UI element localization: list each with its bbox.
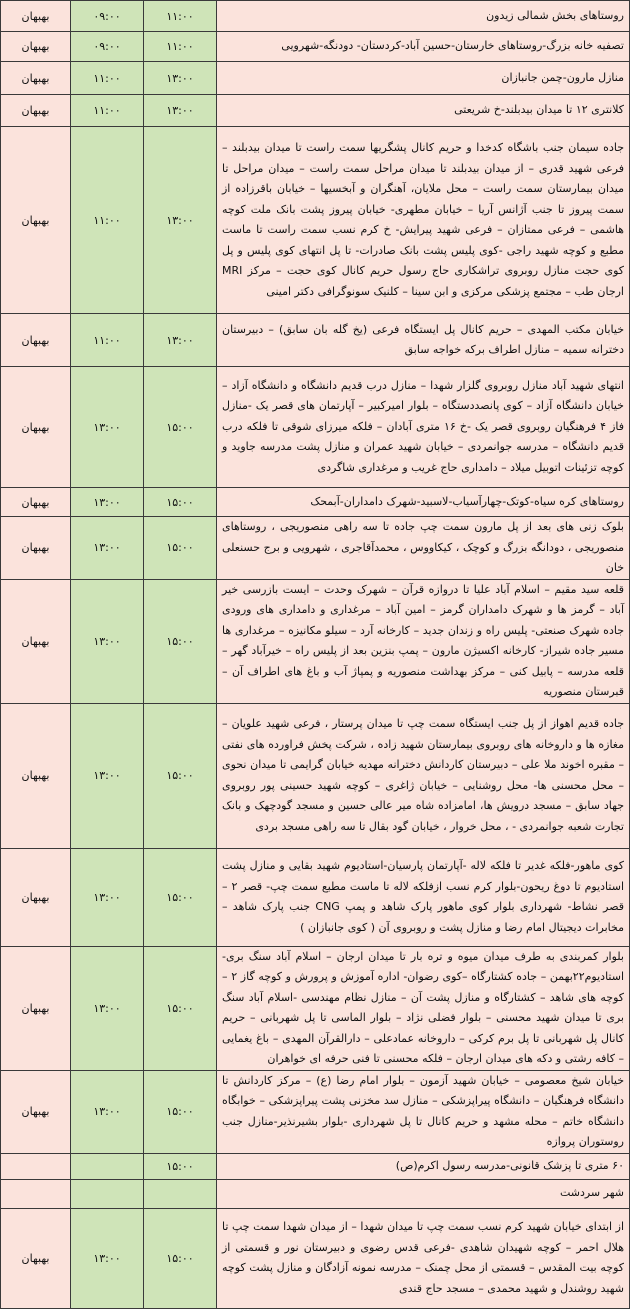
areas-cell: روستاهای بخش شمالی زیدون [217,1,630,32]
areas-cell: بلوک زنی های بعد از پل مارون سمت چپ جاده تا سه راهی منصوریجی ، روستاهای منصوریجی ، دودانگه بزرگ و کوچک ، کیکاووس ، محمدآقاجری ، شهرویی و برج حسنعلی خان [217,517,630,580]
table-row [1,1,630,32]
end-time-cell: ۱۵:۰۰ [144,1070,217,1153]
table-row [1,1179,630,1208]
city-cell: بهبهان [1,848,71,946]
areas-cell: بلوار کمربندی به طرف میدان میوه و تره بار تا میدان ارجان – اسلام آباد سنگ بری-استادیوم۲۲بهمن – جاده کشتارگاه –کوی رضوان- اداره آموزش و پرورش و کوچه گاز ۲ –کوچه های شاهد – کشتارگاه و منازل پشت آن – منازل نظام مهندسی -اسلام آباد سنگ بری تا میدان شهید محسنی – بلوار فضلی نژاد – بلوار الماسی تا پل شهربانی – حریم کانال پل شهربانی تا پل برم کرکی – داروخانه عمادعلی – دارالقرآن المهدی – باغ یغمایی – کافه رشتی و دکه های میدان ارجان – فلکه محسنی تا فنی حرفه ای خواهران [217,946,630,1070]
end-time-cell: ۱۵:۰۰ [144,848,217,946]
table-row [1,1070,630,1153]
table-row [1,314,630,367]
start-time-cell: ۱۳:۰۰ [71,488,144,517]
table-row [1,32,630,62]
city-cell: بهبهان [1,1208,71,1308]
city-cell: بهبهان [1,314,71,367]
table-row [1,517,630,580]
city-cell: بهبهان [1,517,71,580]
city-cell: بهبهان [1,946,71,1070]
start-time-cell: ۱۱:۰۰ [71,95,144,127]
areas-cell: شهر سردشت [217,1179,630,1208]
start-time-cell: ۱۳:۰۰ [71,946,144,1070]
end-time-cell: ۱۵:۰۰ [144,946,217,1070]
areas-cell: منازل مارون-چمن جانبازان [217,62,630,95]
table-row [1,1208,630,1308]
table-row [1,848,630,946]
end-time-cell: ۱۱:۰۰ [144,32,217,62]
start-time-cell: ۱۱:۰۰ [71,127,144,314]
start-time-cell: ۱۳:۰۰ [71,367,144,488]
table-row [1,62,630,95]
start-time-cell: ۱۳:۰۰ [71,848,144,946]
end-time-cell: ۱۵:۰۰ [144,579,217,703]
city-cell: بهبهان [1,1,71,32]
areas-cell: کلانتری ۱۲ تا میدان بیدبلند-خ شریعتی [217,95,630,127]
areas-cell: کوی ماهور-فلکه غدیر تا فلکه لاله -آپارتمان پارسیان-استادیوم شهید بقایی و منازل پشت استادیوم تا دوغ ریحون-بلوار کرم نسب ازفلکه لاله تا ماست مطبع سمت چپ- قصر ۲ – قصر نشاط- شهرداری بلوار کوی ماهور پارک شاهد و پمپ CNG جنب پارک شاهد – مخابرات دیجیتال امام رضا و منازل پشت و روبروی آن ( کوی جانبازان ) [217,848,630,946]
start-time-cell: ۱۳:۰۰ [71,703,144,848]
city-cell: بهبهان [1,488,71,517]
end-time-cell: ۱۱:۰۰ [144,1,217,32]
table-row [1,579,630,703]
end-time-cell: ۱۵:۰۰ [144,488,217,517]
areas-cell: انتهای شهید آباد منازل روبروی گلزار شهدا – منازل درب قدیم دانشگاه و دانشگاه آزاد – خیابان دانشگاه آزاد – کوی پانصددستگاه – بلوار امیرکبیر – آپارتمان های قصر یک -منازل فاز ۴ فرهنگیان روبروی قصر یک -خ ۱۶ متری آبادان – فلکه میرزای شوقی تا فلکه درب قدیم دانشگاه – مدرسه جوانمردی – خیابان شهید عمران و منازل پشت مدرسه جاوید و کوچه تزئینات اتوبیل میلاد – دامداری حاج غریب و مرغداری شاگردی [217,367,630,488]
end-time-cell: ۱۳:۰۰ [144,314,217,367]
end-time-cell: ۱۳:۰۰ [144,95,217,127]
start-time-cell: ۰۹:۰۰ [71,32,144,62]
city-cell: بهبهان [1,62,71,95]
areas-cell: تصفیه خانه بزرگ-روستاهای خارستان-حسین آباد-کردستان- دودنگه-شهرویی [217,32,630,62]
end-time-cell: ۱۵:۰۰ [144,517,217,580]
start-time-cell [71,1153,144,1179]
areas-cell: ۶۰ متری تا پزشک قانونی-مدرسه رسول اکرم(ص) [217,1153,630,1179]
table-row [1,488,630,517]
city-cell: بهبهان [1,32,71,62]
city-cell [1,1179,71,1208]
start-time-cell: ۱۱:۰۰ [71,314,144,367]
end-time-cell: ۱۵:۰۰ [144,703,217,848]
start-time-cell: ۱۳:۰۰ [71,1070,144,1153]
end-time-cell: ۱۵:۰۰ [144,367,217,488]
table-row [1,1153,630,1179]
start-time-cell: ۰۹:۰۰ [71,1,144,32]
end-time-cell: ۱۳:۰۰ [144,127,217,314]
end-time-cell [144,1179,217,1208]
end-time-cell: ۱۵:۰۰ [144,1153,217,1179]
city-cell: بهبهان [1,1070,71,1153]
end-time-cell: ۱۵:۰۰ [144,1208,217,1308]
areas-cell: قلعه سید مقیم – اسلام آباد علیا تا دروازه قرآن – شهرک وحدت – ایست بازرسی خیر آباد – گرمز ها و شهرک دامداران گرمز – امین آباد – مرغداری و دامداری های ورودی جاده شهرک صنعتی- پلیس راه و زندان جدید – کارخانه آرد – سیلو مکانیزه – مرغداری ها مسیر جاده شیراز- کارخانه اکسیژن مارون – پمپ بنزین بعد از پلیس راه – خیرآباد گهر – قلعه مدرسه – پابیل کنی – مرکز بهداشت منصوریه و پمپاژ آب و باغ های اطراف آن – قبرستان منصوریه [217,579,630,703]
start-time-cell: ۱۱:۰۰ [71,62,144,95]
areas-cell: روستاهای کره سیاه-کوتک-چهارآسیاب-لاسبید-شهرک دامداران-آبمحک [217,488,630,517]
city-cell: بهبهان [1,127,71,314]
start-time-cell: ۱۳:۰۰ [71,517,144,580]
areas-cell: جاده قدیم اهواز از پل جنب ایستگاه سمت چپ تا میدان پرستار ، فرعی شهید علویان – مغازه ها و داروخانه های روبروی بیمارستان شهید زاده ، شرکت پخش فراورده های نفتی – مقبره اخوند ملا علی – دبیرستان کاردانش دخترانه مهدیه خیابان گرایمی تا میدان نحوی – محل محسنی ها- محل روشنایی – خیابان ژاغری – کوچه شهید حسینی پور روبروی جهاد سابق – مسجد درویش ها، امامزاده شاه میر عالی حسین و مسجد گودچهک و بانک تجارت شعبه جوانمردی - ، محل خروار ، خیابان گود بقال تا سه راهی مسجد بردی [217,703,630,848]
city-cell: بهبهان [1,367,71,488]
areas-cell: جاده سیمان جنب باشگاه کدخدا و حریم کانال پشگریها سمت راست تا میدان بیدبلند – فرعی شهید قدری – از میدان بیدبلند تا میدان مراحل سمت راست – میدان مراحل تا میدان بیمارستان سمت راست – محل ملایان، آهنگران و آبخسیها – خیابان باقرزاده از سمت پیروز تا جنب آژانس آریا – خیابان مطهری- خیابان پیروز پشت بانک ملت کوچه هاشمی – فرعی ممتازان – فرعی شهید پیرایش- خ کرم نسب سمت راست تا ماست مطبع و کوچه شهید راجی -کوی پلیس پشت بانک صادرات- تا پل انتهای کوی پلیس و پل کوی حجت منازل روبروی تراشکاری حاج رسول حریم کانال کوی حجت – مرکز MRI ارجان طب – مجتمع پزشکی مرکزی و ابن سینا – کلنیک سونوگرافی دکتر امینی [217,127,630,314]
city-cell [1,1153,71,1179]
table-row [1,703,630,848]
city-cell: بهبهان [1,579,71,703]
table-row [1,946,630,1070]
table-row [1,95,630,127]
city-cell: بهبهان [1,95,71,127]
start-time-cell: ۱۳:۰۰ [71,579,144,703]
areas-cell: خیابان شیخ معصومی – خیابان شهید آزمون – بلوار امام رضا (ع) – مرکز کاردانش تا دانشگاه فرهنگیان – دانشگاه پیراپزشکی – منازل سد مخزنی پشت پیراپزشکی – خوابگاه دانشگاه خاتم – محله مشهد و حریم کانال تا پل شهرداری -بلوار بشیرنذیر-منازل جنب روستوران پروازه [217,1070,630,1153]
areas-cell: از ابتدای خیابان شهید کرم نسب سمت چپ تا میدان شهدا – از میدان شهدا سمت چپ تا هلال احمر – کوچه شهیدان شاهدی -فرعی قدس رضوی و دبیرستان نور و قسمتی از کوچه بیت المقدس – قسمتی از محل چمنک – مدرسه نمونه آزادگان و منازل پشت کوچه شهید روشندل و شهید محمدی – مسجد حاج قندی [217,1208,630,1308]
end-time-cell: ۱۳:۰۰ [144,62,217,95]
table-row [1,127,630,314]
start-time-cell [71,1179,144,1208]
areas-cell: خیابان مکتب المهدی – حریم کانال پل ایستگاه فرعی (یخ گله بان سابق) – دبیرستان دخترانه سمیه – منازل اطراف برکه خواجه سابق [217,314,630,367]
start-time-cell: ۱۳:۰۰ [71,1208,144,1308]
city-cell: بهبهان [1,703,71,848]
table-row [1,367,630,488]
